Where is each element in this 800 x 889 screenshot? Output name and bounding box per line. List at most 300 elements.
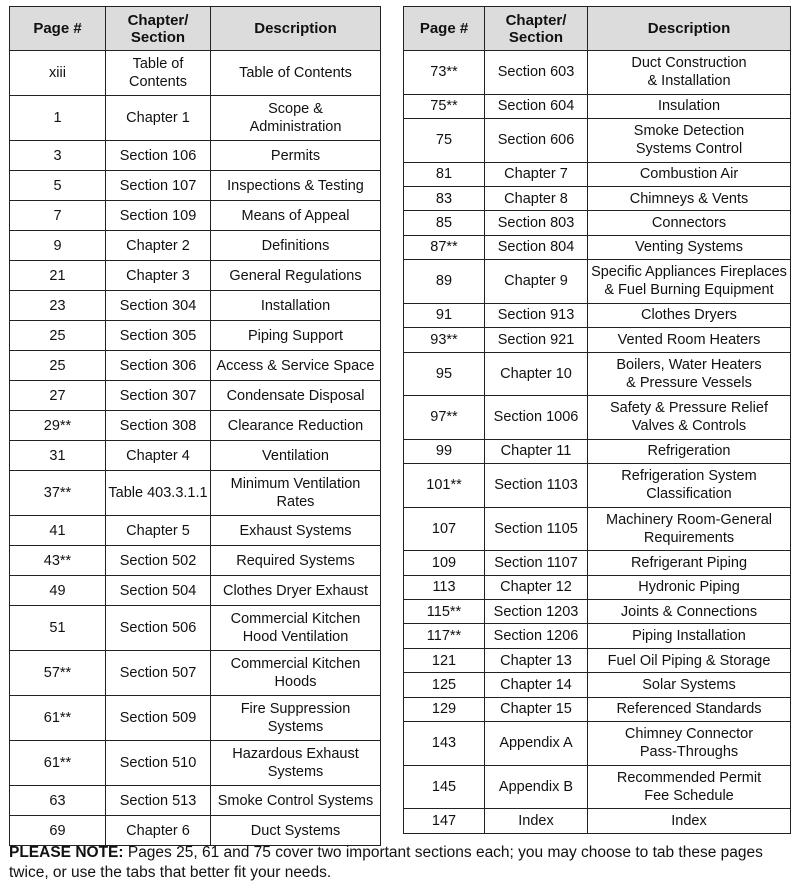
description-cell — [588, 211, 791, 235]
chapter-section-cell — [485, 648, 588, 672]
page-number-cell: 25 — [10, 351, 106, 381]
description-cell — [588, 328, 791, 352]
table-row — [404, 94, 791, 118]
chapter-line: Chapter 4 — [126, 447, 190, 464]
table-row — [10, 786, 381, 816]
table-row — [404, 162, 791, 186]
table-row — [10, 651, 381, 696]
description-line: Fee Schedule — [644, 787, 734, 804]
chapter-section-cell — [106, 471, 211, 516]
chapter-line: Chapter 10 — [500, 365, 572, 382]
chapter-section-cell — [485, 352, 588, 396]
chapter-section-cell — [106, 51, 211, 96]
description-cell — [588, 439, 791, 463]
description-line: Commercial Kitchen — [230, 611, 361, 627]
page-number-cell: 5 — [10, 171, 106, 201]
chapter-line: Table 403.3.1.1 — [108, 485, 208, 501]
description-line: Joints & Connections — [620, 603, 758, 620]
table-row — [404, 328, 791, 352]
chapter-line: Section 510 — [119, 755, 197, 771]
description-cell — [211, 741, 381, 786]
page-number-cell: 109 — [404, 551, 485, 575]
table-row — [10, 606, 381, 651]
table-row — [10, 231, 381, 261]
chapter-line: Section 803 — [497, 215, 575, 232]
description-cell — [211, 261, 381, 291]
description-line: Smoke Control Systems — [217, 792, 374, 809]
chapter-section-cell — [106, 291, 211, 321]
chapter-line: Contents — [128, 74, 188, 90]
page-number-cell: 115** — [404, 600, 485, 624]
table-row — [404, 51, 791, 95]
chapter-line: Chapter 14 — [500, 676, 572, 693]
description-line: Connectors — [651, 215, 727, 232]
description-cell — [211, 441, 381, 471]
chapter-section-cell — [106, 351, 211, 381]
description-line: Hydronic Piping — [638, 579, 740, 596]
chapter-line: Section 606 — [497, 132, 575, 149]
description-line: Boilers, Water Heaters — [616, 356, 762, 373]
description-line: Inspections & Testing — [227, 177, 364, 194]
description-cell — [588, 352, 791, 396]
chapter-line: Section 1206 — [493, 628, 579, 645]
table-row — [404, 697, 791, 721]
table-row — [404, 551, 791, 575]
page-number-cell: 93** — [404, 328, 485, 352]
chapter-line: Section 603 — [497, 64, 575, 81]
chapter-line: Section 304 — [119, 297, 197, 314]
description-cell — [211, 171, 381, 201]
chapter-section-cell — [485, 118, 588, 162]
note-text: Pages 25, 61 and 75 cover two important sections each; you may choose to tab these pages twice, or use the tabs that better fit your needs. — [9, 844, 763, 881]
chapter-line: Chapter 15 — [500, 701, 572, 718]
page-number-cell: 75 — [404, 118, 485, 162]
description-cell — [588, 624, 791, 648]
chapter-section-cell — [485, 51, 588, 95]
chapter-line: Section 106 — [119, 147, 197, 164]
chapter-section-cell — [106, 171, 211, 201]
chapter-section-cell — [485, 186, 588, 210]
page-number-cell: 63 — [10, 786, 106, 816]
chapter-section-cell — [106, 141, 211, 171]
table-row — [404, 352, 791, 396]
chapter-section-cell — [485, 235, 588, 259]
table-row — [10, 411, 381, 441]
page-number-cell: 125 — [404, 673, 485, 697]
description-cell — [588, 186, 791, 210]
page-number-cell: 75** — [404, 94, 485, 118]
chapter-section-cell — [485, 260, 588, 304]
table-row — [10, 816, 381, 846]
table-header-row — [10, 7, 381, 51]
description-line: Safety & Pressure Relief — [610, 400, 768, 417]
description-cell — [211, 576, 381, 606]
chapter-section-cell — [106, 606, 211, 651]
page-number-cell: 83 — [404, 186, 485, 210]
description-line: Exhaust Systems — [239, 522, 352, 539]
page-number-cell: 31 — [10, 441, 106, 471]
description-cell — [211, 141, 381, 171]
chapter-section-cell — [106, 516, 211, 546]
table-row — [404, 439, 791, 463]
chapter-line: Chapter 13 — [500, 652, 572, 669]
chapter-section-cell — [106, 576, 211, 606]
please-note — [9, 843, 794, 883]
description-line: Fire Suppression — [240, 701, 351, 717]
description-line: Clothes Dryer Exhaust — [222, 582, 369, 599]
description-line: Administration — [249, 119, 342, 135]
page-number-cell: 117** — [404, 624, 485, 648]
description-cell — [211, 696, 381, 741]
page-number-cell: 21 — [10, 261, 106, 291]
description-line: Hood Ventilation — [242, 629, 349, 645]
chapter-line: Section 306 — [119, 357, 197, 374]
page-number-cell: 61** — [10, 741, 106, 786]
description-line: Condensate Disposal — [226, 387, 365, 404]
chapter-section-cell — [485, 624, 588, 648]
chapter-line: Chapter 12 — [500, 579, 572, 596]
page-number-cell: 61** — [10, 696, 106, 741]
description-cell — [588, 260, 791, 304]
description-cell — [588, 648, 791, 672]
table-row — [404, 809, 791, 833]
table-row — [10, 381, 381, 411]
description-line: & Installation — [647, 73, 731, 90]
page-number-cell: 27 — [10, 381, 106, 411]
chapter-section-cell — [485, 396, 588, 440]
description-cell — [588, 303, 791, 327]
chapter-section-cell — [106, 321, 211, 351]
description-cell — [588, 809, 791, 833]
header-chapter: Chapter/ Section — [106, 7, 211, 51]
description-cell — [588, 118, 791, 162]
description-line: Chimneys & Vents — [629, 190, 749, 207]
table-row — [10, 351, 381, 381]
chapter-line: Section 1006 — [493, 409, 579, 426]
description-line: Valves & Controls — [631, 418, 747, 435]
chapter-line: Section 1203 — [493, 603, 579, 620]
chapter-line: Section 913 — [497, 307, 575, 324]
table-header-row — [404, 7, 791, 51]
page-number-cell: 113 — [404, 575, 485, 599]
description-cell — [211, 291, 381, 321]
description-line: Scope & — [268, 101, 323, 117]
page-number-cell: 73** — [404, 51, 485, 95]
page-number-cell: 85 — [404, 211, 485, 235]
table-row — [10, 471, 381, 516]
table-row — [404, 211, 791, 235]
description-line: Means of Appeal — [241, 207, 350, 224]
description-cell — [588, 722, 791, 766]
description-line: Recommended Permit — [616, 769, 762, 786]
description-cell — [588, 94, 791, 118]
page-number-cell: 129 — [404, 697, 485, 721]
description-cell — [211, 201, 381, 231]
page-number-cell: 95 — [404, 352, 485, 396]
table-row — [404, 235, 791, 259]
description-cell — [588, 575, 791, 599]
description-line: Machinery Room-General — [605, 511, 772, 528]
table-row — [10, 441, 381, 471]
description-line: Installation — [260, 297, 331, 314]
description-line: Commercial Kitchen — [230, 656, 361, 672]
table-row — [404, 575, 791, 599]
chapter-section-cell — [485, 551, 588, 575]
page-number-cell: 25 — [10, 321, 106, 351]
description-line: Required Systems — [236, 552, 355, 569]
chapter-line: Table of — [132, 56, 184, 72]
chapter-line: Chapter 2 — [126, 237, 190, 254]
table-row — [10, 141, 381, 171]
description-line: Referenced Standards — [616, 701, 762, 718]
chapter-line: Chapter 3 — [126, 267, 190, 284]
table-row — [10, 291, 381, 321]
chapter-line: Section 502 — [119, 552, 197, 569]
description-cell — [588, 396, 791, 440]
page-number-cell: xiii — [10, 51, 106, 96]
description-cell — [588, 507, 791, 551]
chapter-section-cell — [485, 600, 588, 624]
description-line: Chimney Connector — [624, 726, 754, 743]
chapter-section-cell — [485, 303, 588, 327]
chapter-line: Section 305 — [119, 327, 197, 344]
chapter-section-cell — [485, 507, 588, 551]
description-line: Hoods — [274, 674, 317, 690]
table-row — [404, 722, 791, 766]
description-line: Refrigerant Piping — [630, 554, 748, 571]
chapter-line: Section 506 — [119, 620, 197, 636]
chapter-line: Section 509 — [119, 710, 197, 726]
chapter-line: Index — [518, 812, 554, 829]
chapter-line: Chapter 1 — [126, 110, 190, 126]
page-number-cell: 107 — [404, 507, 485, 551]
chapter-line: Section 507 — [119, 665, 197, 681]
chapter-section-cell — [106, 696, 211, 741]
chapter-section-cell — [106, 441, 211, 471]
chapter-line: Section 921 — [497, 331, 575, 348]
chapter-line: Section 308 — [119, 417, 197, 434]
description-line: Access & Service Space — [216, 357, 375, 374]
description-cell — [211, 96, 381, 141]
header-description: Description — [211, 7, 381, 51]
chapter-section-cell — [485, 765, 588, 809]
table-row — [404, 600, 791, 624]
description-cell — [588, 600, 791, 624]
page-number-cell: 37** — [10, 471, 106, 516]
description-cell — [588, 765, 791, 809]
table-row — [404, 186, 791, 210]
description-line: Table of Contents — [239, 65, 352, 81]
page-number-cell: 99 — [404, 439, 485, 463]
chapter-section-cell — [485, 94, 588, 118]
page-number-cell: 147 — [404, 809, 485, 833]
description-line: Classification — [646, 486, 732, 503]
description-line: Permits — [270, 147, 321, 164]
chapter-section-cell — [485, 439, 588, 463]
table-row — [404, 624, 791, 648]
table-row — [404, 464, 791, 508]
description-line: Index — [671, 812, 707, 829]
page-number-cell: 1 — [10, 96, 106, 141]
page-number-cell: 57** — [10, 651, 106, 696]
description-cell — [211, 351, 381, 381]
description-cell — [211, 471, 381, 516]
page-number-cell: 69 — [10, 816, 106, 846]
page-number-cell: 143 — [404, 722, 485, 766]
chapter-line: Chapter 6 — [126, 822, 190, 839]
description-line: Venting Systems — [635, 239, 743, 256]
page-number-cell: 121 — [404, 648, 485, 672]
page-number-cell: 51 — [10, 606, 106, 651]
description-cell — [211, 546, 381, 576]
description-cell — [588, 673, 791, 697]
description-line: Ventilation — [262, 447, 329, 464]
chapter-section-cell — [485, 809, 588, 833]
table-row — [10, 516, 381, 546]
toc-body-right — [404, 51, 791, 834]
description-line: Insulation — [657, 98, 721, 115]
page-number-cell: 91 — [404, 303, 485, 327]
description-cell — [211, 411, 381, 441]
description-cell — [211, 381, 381, 411]
chapter-section-cell — [485, 722, 588, 766]
chapter-line: Chapter 7 — [504, 166, 568, 183]
table-row — [404, 260, 791, 304]
toc-body-left — [10, 51, 381, 846]
chapter-line: Section 604 — [497, 98, 575, 115]
table-row — [10, 696, 381, 741]
page-number-cell: 23 — [10, 291, 106, 321]
description-line: Hazardous Exhaust — [232, 746, 359, 762]
description-cell — [211, 651, 381, 696]
description-line: Refrigeration — [647, 443, 731, 460]
chapter-section-cell — [106, 546, 211, 576]
chapter-line: Section 804 — [497, 239, 575, 256]
chapter-section-cell — [485, 575, 588, 599]
description-line: Duct Construction — [631, 55, 747, 72]
chapter-section-cell — [106, 411, 211, 441]
description-line: Piping Installation — [632, 628, 746, 645]
page-number-cell: 97** — [404, 396, 485, 440]
description-cell — [211, 786, 381, 816]
chapter-section-cell — [106, 381, 211, 411]
page-number-cell: 101** — [404, 464, 485, 508]
chapter-line: Section 1103 — [494, 477, 578, 494]
chapter-line: Appendix A — [499, 735, 573, 752]
chapter-section-cell — [485, 673, 588, 697]
chapter-line: Section 513 — [119, 792, 197, 809]
table-row — [10, 96, 381, 141]
table-row — [10, 201, 381, 231]
chapter-line: Chapter 11 — [500, 443, 572, 460]
table-row — [10, 321, 381, 351]
chapter-section-cell — [106, 651, 211, 696]
header-page: Page # — [404, 7, 485, 51]
table-row — [404, 303, 791, 327]
description-line: Fuel Oil Piping & Storage — [607, 652, 771, 669]
page-number-cell: 29** — [10, 411, 106, 441]
chapter-section-cell — [106, 201, 211, 231]
description-cell — [588, 551, 791, 575]
description-line: Duct Systems — [250, 822, 341, 839]
chapter-line: Section 307 — [119, 387, 197, 404]
table-row — [404, 118, 791, 162]
chapter-section-cell — [106, 816, 211, 846]
description-line: Pass-Throughs — [639, 744, 739, 761]
description-line: Vented Room Heaters — [617, 331, 761, 348]
page-number-cell: 3 — [10, 141, 106, 171]
chapter-line: Section 1107 — [494, 554, 578, 571]
chapter-line: Section 109 — [119, 207, 197, 224]
description-line: General Regulations — [229, 267, 362, 284]
chapter-line: Chapter 5 — [126, 522, 190, 539]
table-row — [10, 261, 381, 291]
page-number-cell: 145 — [404, 765, 485, 809]
page-number-cell: 7 — [10, 201, 106, 231]
description-line: Specific Appliances Fireplaces — [591, 264, 787, 281]
description-line: Combustion Air — [639, 166, 739, 183]
chapter-section-cell — [106, 741, 211, 786]
chapter-line: Appendix B — [498, 778, 574, 795]
chapter-section-cell — [485, 697, 588, 721]
description-line: Piping Support — [247, 327, 344, 344]
table-row — [10, 51, 381, 96]
chapter-line: Section 504 — [119, 582, 197, 599]
description-line: Clearance Reduction — [227, 417, 364, 434]
description-cell — [588, 464, 791, 508]
toc-table-right — [403, 6, 791, 834]
table-row — [404, 396, 791, 440]
description-cell — [211, 516, 381, 546]
description-line: Minimum Ventilation — [230, 476, 361, 492]
page-number-cell: 43** — [10, 546, 106, 576]
table-row — [404, 673, 791, 697]
table-row — [10, 741, 381, 786]
page-number-cell: 9 — [10, 231, 106, 261]
description-line: Smoke Detection — [633, 123, 745, 140]
description-line: Solar Systems — [642, 676, 736, 693]
chapter-section-cell — [485, 162, 588, 186]
page-number-cell: 81 — [404, 162, 485, 186]
description-line: Systems — [267, 719, 324, 735]
chapter-section-cell — [106, 261, 211, 291]
description-line: Definitions — [261, 237, 330, 254]
description-line: Rates — [276, 494, 315, 510]
page-number-cell: 49 — [10, 576, 106, 606]
chapter-section-cell — [106, 231, 211, 261]
description-cell — [211, 816, 381, 846]
header-description: Description — [588, 7, 791, 51]
description-cell — [211, 321, 381, 351]
chapter-line: Section 1105 — [494, 520, 578, 537]
description-cell — [211, 606, 381, 651]
table-row — [404, 648, 791, 672]
page-number-cell: 89 — [404, 260, 485, 304]
description-line: Systems Control — [635, 141, 743, 158]
description-cell — [211, 51, 381, 96]
chapter-section-cell — [106, 786, 211, 816]
chapter-line: Chapter 8 — [504, 190, 568, 207]
description-cell — [588, 697, 791, 721]
chapter-section-cell — [485, 328, 588, 352]
header-chapter: Chapter/ Section — [485, 7, 588, 51]
description-line: & Pressure Vessels — [626, 374, 752, 391]
table-row — [404, 507, 791, 551]
description-line: Refrigeration System — [621, 468, 757, 485]
page-number-cell: 41 — [10, 516, 106, 546]
table-row — [10, 576, 381, 606]
description-line: & Fuel Burning Equipment — [604, 282, 774, 299]
